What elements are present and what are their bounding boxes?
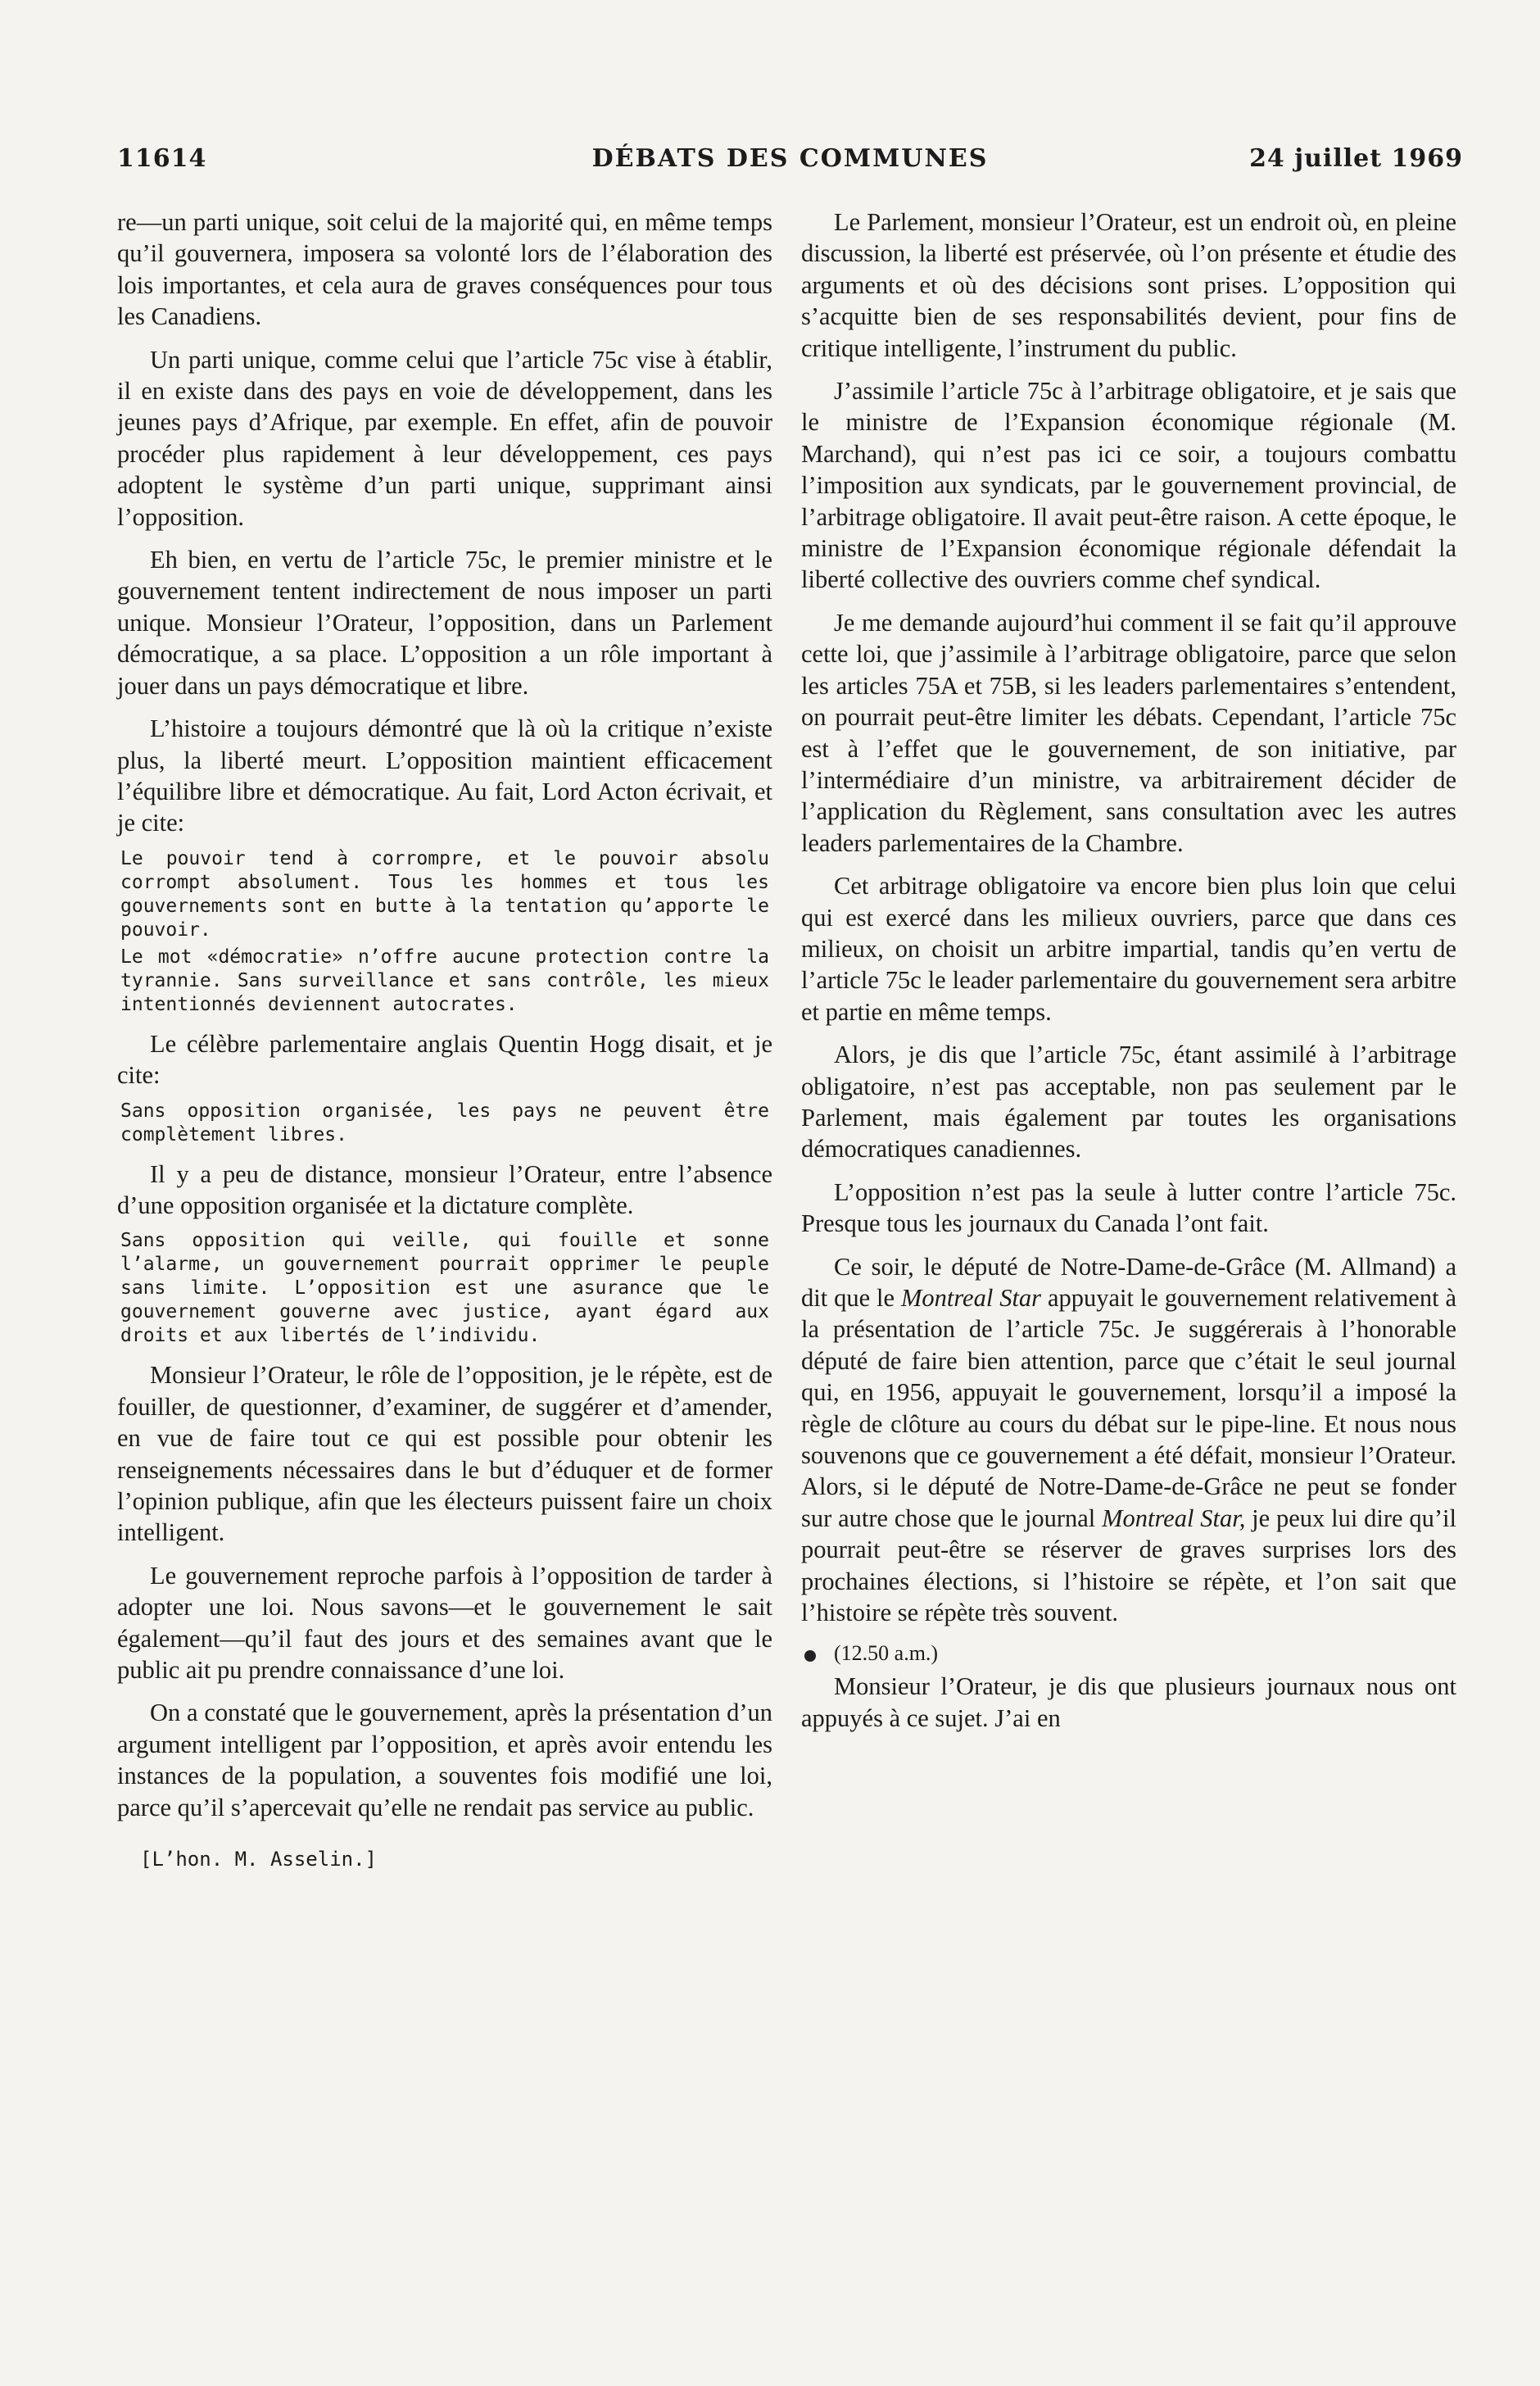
speaker-signature: [L’hon. M. Asselin.] xyxy=(140,1848,377,1871)
paragraph: L’histoire a toujours démontré que là où la critique n’existe plus, la liberté meurt. L’opposition maintient efficacement l’équilibre libre et démocratique. Au fait, Lord Acton écrivait, et je cite: xyxy=(117,714,772,837)
paragraph: Un parti unique, comme celui que l’article 75c vise à établir, il en existe dans des pays en voie de développement, dans les jeunes pays d’Afrique, par exemple. En effet, afin de pouvoir procéder plus rapidement à leur développement, ces pays adoptent le système d’un parti unique, supprimant ainsi l’opposition. xyxy=(117,345,772,531)
quotation-block xyxy=(117,847,772,1017)
paragraph: Monsieur l’Orateur, le rôle de l’opposition, je le répète, est de fouiller, de questionner, d’examiner, de suggérer et d’amender, en vue de faire tout ce qui est possible pour obtenir les renseignements nécessaires dans le but d’éduquer et de former l’opinion publique, afin que les électeurs puissent faire un choix intelligent. xyxy=(117,1361,772,1547)
time-text: (12.50 a.m.) xyxy=(834,1641,939,1666)
header-date: 24 juillet 1969 xyxy=(1249,144,1463,173)
running-title: DÉBATS DES COMMUNES xyxy=(591,144,989,173)
page-number: 11614 xyxy=(117,144,207,173)
newspaper-name: Montreal Star xyxy=(900,1284,1042,1312)
paragraph: L’opposition n’est pas la seule à lutter contre l’article 75c. Presque tous les journaux du Canada l’ont fait. xyxy=(801,1177,1456,1238)
paragraph: re—un parti unique, soit celui de la majorité qui, en même temps qu’il gouvernera, imposera sa volonté lors de l’élaboration des lois importantes, et cela aura de graves conséquences pour tous les Canadiens. xyxy=(117,208,772,331)
paragraph: Le Parlement, monsieur l’Orateur, est un endroit où, en pleine discussion, la liberté est préservée, où l’on présente et étudie des arguments et où des décisions sont prises. L’opposition qui s’acquitte bien de ses responsabilités devient, pour fins de critique intelligente, l’instrument du public. xyxy=(801,208,1456,362)
paragraph: Alors, je dis que l’article 75c, étant assimilé à l’arbitrage obligatoire, n’est pas acceptable, non pas seulement par le Parlement, mais également par toutes les organisations démocratiques canadiennes. xyxy=(801,1041,1456,1164)
page-header xyxy=(117,144,1463,180)
text-run: je peux lui dire qu’il pourrait peut-être se réserver de graves surprises lors des prochaines élections, si l’histoire se répète, et l’on sait que l’histoire se répète très souvent. xyxy=(801,1504,1456,1627)
text-run: appuyait le gouvernement relativement à la présentation de l’article 75c. Je suggérerais à l’honorable député de faire bien attention, parce que c’était le seul journal qui, en 1956, appuyait le gouvernement, lorsqu’il a imposé la règle de clôture au cours du débat sur le pipe-line. Et nous nous souvenons que ce gouvernement a été défait, monsieur l’Orateur. Alors, si le député de Notre-Dame-de-Grâce ne peut se fonder sur autre chose que le journal xyxy=(801,1284,1456,1532)
time-marker xyxy=(801,1641,1456,1666)
newspaper-name: Montreal Star, xyxy=(1102,1504,1246,1532)
paragraph: Cet arbitrage obligatoire va encore bien plus loin que celui qui est exercé dans les milieux ouvriers, parce que dans ces milieux, on choisit un arbitre impartial, tandis qu’en vertu de l’article 75c le leader parlementaire du gouvernement sera arbitre et partie en même temps. xyxy=(801,872,1456,1026)
text-run: Ce soir, le député de Notre-Dame-de-Grâce (M. Allmand) a dit que le xyxy=(801,1252,1456,1312)
quotation-block xyxy=(117,1229,772,1348)
quotation-block xyxy=(117,1100,772,1147)
paragraph: J’assimile l’article 75c à l’arbitrage obligatoire, et je sais que le ministre de l’Expansion économique régionale (M. Marchand), qui n’est pas ici ce soir, a toujours combattu l’imposition aux syndicats, par le gouvernement provincial, de l’arbitrage obligatoire. Il avait peut-être raison. A cette époque, le ministre de l’Expansion économique régionale défendait la liberté collective des ouvriers comme chef syndical. xyxy=(801,377,1456,594)
paragraph xyxy=(801,1251,1456,1629)
paragraph: Le célèbre parlementaire anglais Quentin Hogg disait, et je cite: xyxy=(117,1029,772,1090)
quotation: Le mot «démocratie» n’offre aucune protection contre la tyrannie. Sans surveillance et sans contrôle, les mieux intentionnés deviennent autocrates. xyxy=(120,946,769,1015)
quotation: Sans opposition qui veille, qui fouille et sonne l’alarme, un gouvernement pourrait opprimer le peuple sans limite. L’opposition est une asurance que le gouvernement gouverne avec justice, ayant égard aux droits et aux libertés de l’individu. xyxy=(120,1230,769,1347)
paragraph: On a constaté que le gouvernement, après la présentation d’un argument intelligent par l’opposition, et après avoir entendu les instances de la population, a souventes fois modifié une loi, parce qu’il s’apercevait qu’elle ne rendait pas service au public. xyxy=(117,1699,772,1821)
right-column xyxy=(801,206,1456,1734)
paragraph: Monsieur l’Orateur, je dis que plusieurs journaux nous ont appuyés à ce sujet. J’ai en xyxy=(801,1672,1456,1732)
paragraph: Eh bien, en vertu de l’article 75c, le premier ministre et le gouvernement tentent indirectement de nous imposer un parti unique. Monsieur l’Orateur, l’opposition, dans un Parlement démocratique, a sa place. L’opposition a un rôle important à jouer dans un pays démocratique et libre. xyxy=(117,546,772,700)
paragraph: Le gouvernement reproche parfois à l’opposition de tarder à adopter une loi. Nous savons—et le gouvernement le sait également—qu’il faut des jours et des semaines avant que le public ait pu prendre connaissance d’une loi. xyxy=(117,1561,772,1684)
paragraph: Il y a peu de distance, monsieur l’Orateur, entre l’absence d’une opposition organisée et la dictature complète. xyxy=(117,1159,772,1219)
left-column xyxy=(117,206,772,1871)
bullet-icon xyxy=(804,1650,816,1662)
paragraph: Je me demande aujourd’hui comment il se fait qu’il approuve cette loi, que j’assimile à l’arbitrage obligatoire, parce que selon les articles 75A et 75B, si les leaders parlementaires s’entendent, on pourrait peut-être limiter les débats. Cependant, l’article 75c est à l’effet que le gouvernement, de son initiative, par l’intermédiaire d’un ministre, va arbitrairement décider de l’application du Règlement, sans consultation avec les autres leaders parlementaires de la Chambre. xyxy=(801,608,1456,857)
quotation: Le pouvoir tend à corrompre, et le pouvoir absolu corrompt absolument. Tous les hommes et tous les gouvernements sont en butte à la tentation qu’apporte le pouvoir. xyxy=(120,847,769,941)
quotation: Sans opposition organisée, les pays ne peuvent être complètement libres. xyxy=(120,1100,769,1145)
